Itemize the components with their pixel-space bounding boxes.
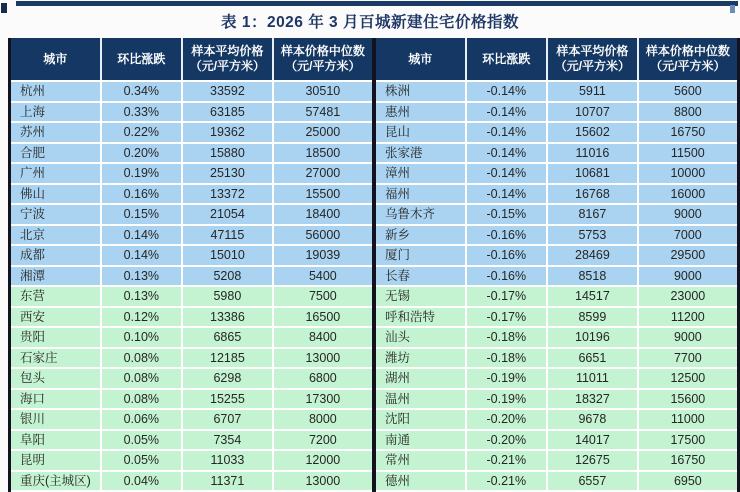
table-row (11, 409, 372, 430)
top-rule-bar (16, 1, 738, 6)
median-price-cell: 23000 (638, 286, 737, 307)
header-row (376, 38, 737, 81)
median-price-cell: 9000 (638, 266, 737, 287)
header-row (11, 38, 372, 81)
table-row (376, 368, 737, 389)
table-row (11, 184, 372, 205)
city-cell: 海口 (11, 389, 101, 410)
change-cell: -0.19% (466, 368, 548, 389)
change-cell: 0.20% (101, 143, 183, 164)
median-price-cell: 9000 (638, 327, 737, 348)
table-row (376, 327, 737, 348)
table-row (11, 266, 372, 287)
city-cell: 张家港 (376, 143, 466, 164)
table-row (376, 184, 737, 205)
change-cell: -0.16% (466, 245, 548, 266)
change-cell: -0.14% (466, 122, 548, 143)
column-header-change: 环比涨跌 (466, 38, 548, 81)
city-cell: 南通 (376, 430, 466, 451)
city-cell: 昆山 (376, 122, 466, 143)
table-row (376, 102, 737, 123)
avg-price-cell: 18327 (547, 389, 638, 410)
price-table-right (376, 38, 737, 492)
table-row (11, 471, 372, 492)
table-row (376, 122, 737, 143)
column-header-median-price: 样本价格中位数 （元/平方米） (273, 38, 372, 81)
median-price-cell: 12000 (273, 450, 372, 471)
change-cell: -0.17% (466, 307, 548, 328)
avg-price-cell: 15010 (182, 245, 273, 266)
city-cell: 福州 (376, 184, 466, 205)
median-price-cell: 12500 (638, 368, 737, 389)
avg-price-cell: 5911 (547, 81, 638, 102)
city-cell: 包头 (11, 368, 101, 389)
change-cell: -0.14% (466, 143, 548, 164)
change-cell: 0.15% (101, 204, 183, 225)
city-cell: 温州 (376, 389, 466, 410)
table-row (376, 204, 737, 225)
city-cell: 北京 (11, 225, 101, 246)
city-cell: 呼和浩特 (376, 307, 466, 328)
city-cell: 无锡 (376, 286, 466, 307)
change-cell: -0.17% (466, 286, 548, 307)
city-cell: 苏州 (11, 122, 101, 143)
column-header-change: 环比涨跌 (101, 38, 183, 81)
city-cell: 乌鲁木齐 (376, 204, 466, 225)
median-price-cell: 5600 (638, 81, 737, 102)
table-row (11, 307, 372, 328)
avg-price-cell: 15602 (547, 122, 638, 143)
table-row (376, 450, 737, 471)
table-title: 表 1：2026 年 3 月百城新建住宅价格指数 (221, 14, 519, 31)
change-cell: 0.13% (101, 266, 183, 287)
city-cell: 湖州 (376, 368, 466, 389)
median-price-cell: 17300 (273, 389, 372, 410)
median-price-cell: 7700 (638, 348, 737, 369)
city-cell: 成都 (11, 245, 101, 266)
avg-price-cell: 11016 (547, 143, 638, 164)
avg-price-cell: 10196 (547, 327, 638, 348)
table-row (376, 471, 737, 492)
city-cell: 汕头 (376, 327, 466, 348)
change-cell: -0.18% (466, 348, 548, 369)
table-row (376, 430, 737, 451)
city-cell: 合肥 (11, 143, 101, 164)
avg-price-cell: 47115 (182, 225, 273, 246)
median-price-cell: 25000 (273, 122, 372, 143)
city-cell: 新乡 (376, 225, 466, 246)
avg-price-cell: 5980 (182, 286, 273, 307)
table-row (11, 163, 372, 184)
median-price-cell: 57481 (273, 102, 372, 123)
table-row (376, 225, 737, 246)
avg-price-cell: 33592 (182, 81, 273, 102)
avg-price-cell: 8518 (547, 266, 638, 287)
change-cell: -0.15% (466, 204, 548, 225)
change-cell: -0.14% (466, 102, 548, 123)
avg-price-cell: 8599 (547, 307, 638, 328)
table-row (11, 368, 372, 389)
table-row (11, 204, 372, 225)
change-cell: 0.10% (101, 327, 183, 348)
table-row (376, 143, 737, 164)
median-price-cell: 16750 (638, 122, 737, 143)
change-cell: 0.05% (101, 430, 183, 451)
median-price-cell: 19039 (273, 245, 372, 266)
price-index-tables (8, 38, 740, 492)
median-price-cell: 27000 (273, 163, 372, 184)
table-row (376, 163, 737, 184)
avg-price-cell: 63185 (182, 102, 273, 123)
city-cell: 贵阳 (11, 327, 101, 348)
city-cell: 重庆(主城区) (11, 471, 101, 492)
city-cell: 阜阳 (11, 430, 101, 451)
change-cell: 0.33% (101, 102, 183, 123)
median-price-cell: 17500 (638, 430, 737, 451)
city-cell: 潍坊 (376, 348, 466, 369)
avg-price-cell: 28469 (547, 245, 638, 266)
median-price-cell: 7200 (273, 430, 372, 451)
median-price-cell: 7500 (273, 286, 372, 307)
price-table-left (11, 38, 372, 492)
median-price-cell: 11500 (638, 143, 737, 164)
median-price-cell: 16750 (638, 450, 737, 471)
avg-price-cell: 12185 (182, 348, 273, 369)
city-cell: 厦门 (376, 245, 466, 266)
city-cell: 东营 (11, 286, 101, 307)
avg-price-cell: 6651 (547, 348, 638, 369)
median-price-cell: 16000 (638, 184, 737, 205)
change-cell: -0.14% (466, 163, 548, 184)
median-price-cell: 15600 (638, 389, 737, 410)
median-price-cell: 15500 (273, 184, 372, 205)
median-price-cell: 10000 (638, 163, 737, 184)
median-price-cell: 9000 (638, 204, 737, 225)
change-cell: -0.16% (466, 225, 548, 246)
avg-price-cell: 14017 (547, 430, 638, 451)
table-row (376, 286, 737, 307)
avg-price-cell: 13386 (182, 307, 273, 328)
table-row (11, 81, 372, 102)
table-row (376, 81, 737, 102)
table-row (11, 122, 372, 143)
table-row (376, 307, 737, 328)
median-price-cell: 30510 (273, 81, 372, 102)
avg-price-cell: 11371 (182, 471, 273, 492)
change-cell: 0.22% (101, 122, 183, 143)
change-cell: -0.20% (466, 430, 548, 451)
avg-price-cell: 14517 (547, 286, 638, 307)
city-cell: 宁波 (11, 204, 101, 225)
city-cell: 上海 (11, 102, 101, 123)
median-price-cell: 8800 (638, 102, 737, 123)
table-row (376, 245, 737, 266)
median-price-cell: 11200 (638, 307, 737, 328)
table-row (11, 450, 372, 471)
city-cell: 银川 (11, 409, 101, 430)
change-cell: 0.19% (101, 163, 183, 184)
median-price-cell: 16500 (273, 307, 372, 328)
avg-price-cell: 10681 (547, 163, 638, 184)
avg-price-cell: 15255 (182, 389, 273, 410)
column-header-median-price: 样本价格中位数 （元/平方米） (638, 38, 737, 81)
table-row (376, 348, 737, 369)
avg-price-cell: 11011 (547, 368, 638, 389)
city-cell: 常州 (376, 450, 466, 471)
change-cell: -0.14% (466, 81, 548, 102)
change-cell: 0.04% (101, 471, 183, 492)
avg-price-cell: 15880 (182, 143, 273, 164)
table-row (11, 143, 372, 164)
median-price-cell: 18400 (273, 204, 372, 225)
city-cell: 广州 (11, 163, 101, 184)
change-cell: -0.14% (466, 184, 548, 205)
table-row (11, 286, 372, 307)
table-row (11, 102, 372, 123)
median-price-cell: 8400 (273, 327, 372, 348)
table-row (376, 389, 737, 410)
city-cell: 佛山 (11, 184, 101, 205)
change-cell: 0.05% (101, 450, 183, 471)
city-cell: 昆明 (11, 450, 101, 471)
table-row (11, 225, 372, 246)
column-header-avg-price: 样本平均价格 （元/平方米） (547, 38, 638, 81)
city-cell: 长春 (376, 266, 466, 287)
change-cell: -0.18% (466, 327, 548, 348)
avg-price-cell: 6707 (182, 409, 273, 430)
column-header-city: 城市 (376, 38, 466, 81)
avg-price-cell: 6865 (182, 327, 273, 348)
avg-price-cell: 19362 (182, 122, 273, 143)
change-cell: 0.14% (101, 225, 183, 246)
change-cell: 0.16% (101, 184, 183, 205)
city-cell: 西安 (11, 307, 101, 328)
city-cell: 石家庄 (11, 348, 101, 369)
change-cell: -0.16% (466, 266, 548, 287)
city-cell: 沈阳 (376, 409, 466, 430)
change-cell: -0.21% (466, 471, 548, 492)
table-row (11, 389, 372, 410)
median-price-cell: 56000 (273, 225, 372, 246)
change-cell: 0.12% (101, 307, 183, 328)
median-price-cell: 13000 (273, 471, 372, 492)
table-row (376, 409, 737, 430)
median-price-cell: 6800 (273, 368, 372, 389)
table-row (11, 327, 372, 348)
avg-price-cell: 5208 (182, 266, 273, 287)
city-cell: 德州 (376, 471, 466, 492)
table-row (11, 245, 372, 266)
change-cell: 0.14% (101, 245, 183, 266)
median-price-cell: 18500 (273, 143, 372, 164)
median-price-cell: 5400 (273, 266, 372, 287)
change-cell: 0.08% (101, 389, 183, 410)
avg-price-cell: 10707 (547, 102, 638, 123)
change-cell: 0.13% (101, 286, 183, 307)
avg-price-cell: 7354 (182, 430, 273, 451)
city-cell: 漳州 (376, 163, 466, 184)
median-price-cell: 13000 (273, 348, 372, 369)
avg-price-cell: 11033 (182, 450, 273, 471)
city-cell: 惠州 (376, 102, 466, 123)
table-row (11, 348, 372, 369)
table-row (11, 430, 372, 451)
change-cell: 0.08% (101, 368, 183, 389)
avg-price-cell: 21054 (182, 204, 273, 225)
median-price-cell: 29500 (638, 245, 737, 266)
avg-price-cell: 6557 (547, 471, 638, 492)
avg-price-cell: 8167 (547, 204, 638, 225)
median-price-cell: 6950 (638, 471, 737, 492)
avg-price-cell: 12675 (547, 450, 638, 471)
city-cell: 杭州 (11, 81, 101, 102)
city-cell: 株洲 (376, 81, 466, 102)
median-price-cell: 8000 (273, 409, 372, 430)
column-header-city: 城市 (11, 38, 101, 81)
change-cell: -0.20% (466, 409, 548, 430)
median-price-cell: 11000 (638, 409, 737, 430)
change-cell: -0.21% (466, 450, 548, 471)
city-cell: 湘潭 (11, 266, 101, 287)
change-cell: 0.06% (101, 409, 183, 430)
avg-price-cell: 16768 (547, 184, 638, 205)
avg-price-cell: 5753 (547, 225, 638, 246)
table-row (376, 266, 737, 287)
change-cell: -0.19% (466, 389, 548, 410)
column-header-avg-price: 样本平均价格 （元/平方米） (182, 38, 273, 81)
avg-price-cell: 9678 (547, 409, 638, 430)
median-price-cell: 7000 (638, 225, 737, 246)
avg-price-cell: 13372 (182, 184, 273, 205)
avg-price-cell: 25130 (182, 163, 273, 184)
avg-price-cell: 6298 (182, 368, 273, 389)
change-cell: 0.08% (101, 348, 183, 369)
change-cell: 0.34% (101, 81, 183, 102)
